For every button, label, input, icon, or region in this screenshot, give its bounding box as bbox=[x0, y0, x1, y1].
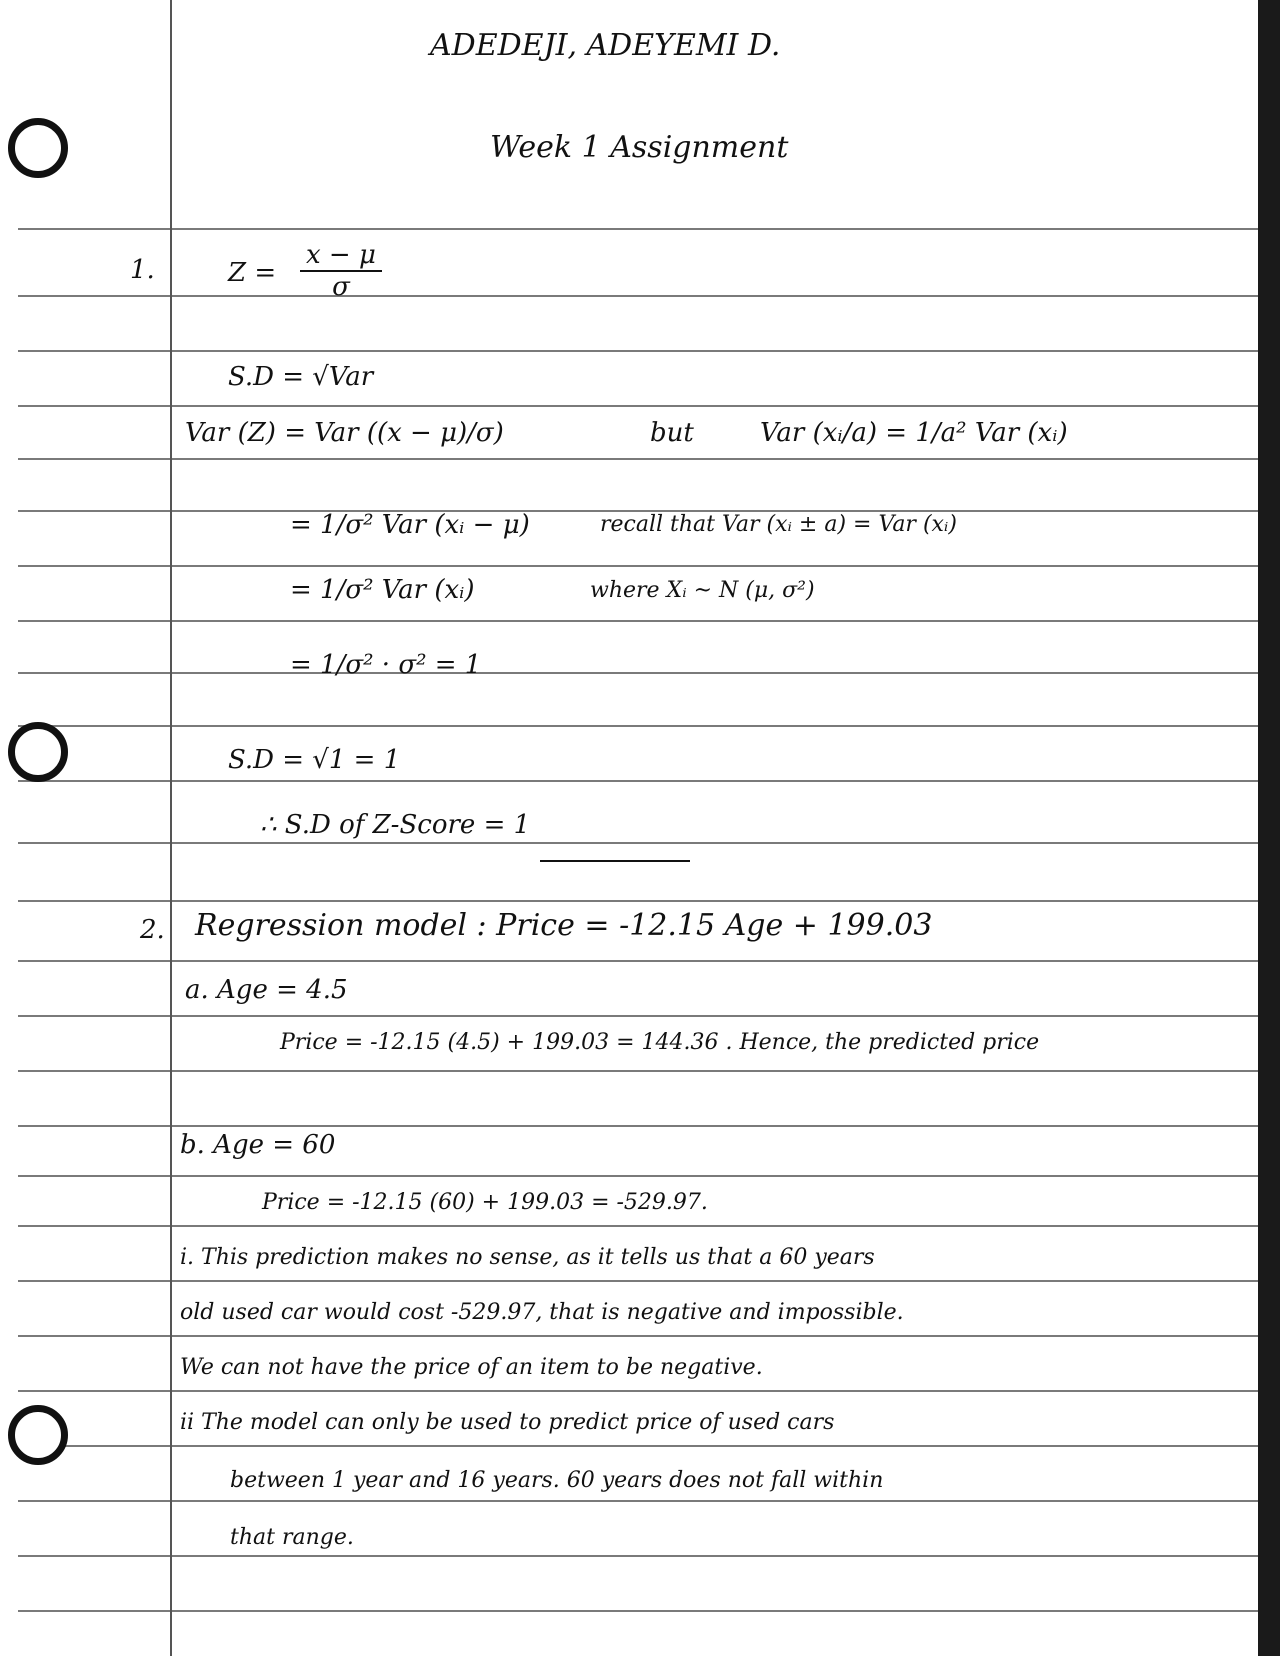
ruled-line bbox=[18, 565, 1258, 567]
ruled-line bbox=[18, 405, 1258, 407]
underline bbox=[540, 860, 690, 862]
part-a-label: a. Age = 4.5 bbox=[185, 975, 348, 1005]
ruled-line bbox=[18, 842, 1258, 844]
part-ii-line-3: that range. bbox=[230, 1525, 354, 1550]
z-denominator: σ bbox=[332, 272, 350, 302]
part-i-line-2: old used car would cost -529.97, that is negative and impossible. bbox=[180, 1300, 904, 1325]
question-2-number: 2. bbox=[140, 915, 165, 945]
ruled-line bbox=[18, 350, 1258, 352]
ruled-line bbox=[18, 900, 1258, 902]
ruled-line bbox=[18, 1500, 1258, 1502]
sd-definition: S.D = √Var bbox=[228, 362, 374, 392]
part-i-line-3: We can not have the price of an item to be negative. bbox=[180, 1355, 763, 1380]
ruled-line bbox=[18, 1335, 1258, 1337]
part-ii-line-1: ii The model can only be used to predict price of used cars bbox=[180, 1410, 835, 1435]
var-z-expression: Var (Z) = Var ((x − μ)/σ) bbox=[185, 418, 504, 448]
margin-line bbox=[170, 0, 172, 1656]
but-word: but bbox=[650, 418, 694, 448]
ruled-line bbox=[18, 1175, 1258, 1177]
part-b-calculation: Price = -12.15 (60) + 199.03 = -529.97. bbox=[262, 1190, 708, 1215]
page-edge bbox=[1258, 0, 1280, 1656]
ruled-line bbox=[18, 1070, 1258, 1072]
recall-note: recall that Var (xᵢ ± a) = Var (xᵢ) bbox=[600, 512, 957, 537]
ruled-line bbox=[18, 780, 1258, 782]
part-b-label: b. Age = 60 bbox=[180, 1130, 336, 1160]
binder-hole bbox=[8, 1405, 68, 1465]
step-2: = 1/σ² Var (xᵢ) bbox=[290, 575, 475, 605]
question-1-number: 1. bbox=[130, 255, 155, 285]
ruled-line bbox=[18, 1555, 1258, 1557]
ruled-line bbox=[18, 228, 1258, 230]
ruled-line bbox=[18, 672, 1258, 674]
ruled-line bbox=[18, 1015, 1258, 1017]
step-1: = 1/σ² Var (xᵢ − μ) bbox=[290, 510, 530, 540]
ruled-line bbox=[18, 620, 1258, 622]
ruled-line bbox=[18, 960, 1258, 962]
conclusion: ∴ S.D of Z-Score = 1 bbox=[260, 810, 531, 840]
z-formula-label: Z = bbox=[228, 258, 277, 288]
regression-model: Regression model : Price = -12.15 Age + 199.03 bbox=[195, 908, 933, 943]
distribution-note: where Xᵢ ~ N (μ, σ²) bbox=[590, 578, 815, 603]
ruled-line bbox=[18, 1610, 1258, 1612]
ruled-line bbox=[18, 1280, 1258, 1282]
ruled-line bbox=[18, 725, 1258, 727]
ruled-line bbox=[18, 1445, 1258, 1447]
ruled-line bbox=[18, 1390, 1258, 1392]
step-3: = 1/σ² · σ² = 1 bbox=[290, 650, 482, 680]
student-name: ADEDEJI, ADEYEMI D. bbox=[430, 28, 781, 63]
ruled-line bbox=[18, 1125, 1258, 1127]
part-ii-line-2: between 1 year and 16 years. 60 years does not fall within bbox=[230, 1468, 884, 1493]
ruled-line bbox=[18, 458, 1258, 460]
ruled-line bbox=[18, 295, 1258, 297]
part-a-calculation: Price = -12.15 (4.5) + 199.03 = 144.36 . Hence, the predicted price bbox=[280, 1030, 1040, 1055]
assignment-title: Week 1 Assignment bbox=[490, 130, 789, 165]
variance-scaling-rule: Var (xᵢ/a) = 1/a² Var (xᵢ) bbox=[760, 418, 1068, 448]
sd-result: S.D = √1 = 1 bbox=[228, 745, 401, 775]
z-formula bbox=[300, 240, 382, 302]
ruled-line bbox=[18, 1225, 1258, 1227]
binder-hole bbox=[8, 722, 68, 782]
binder-hole bbox=[8, 118, 68, 178]
z-numerator: x − μ bbox=[300, 240, 382, 272]
part-i-line-1: i. This prediction makes no sense, as it tells us that a 60 years bbox=[180, 1245, 875, 1270]
